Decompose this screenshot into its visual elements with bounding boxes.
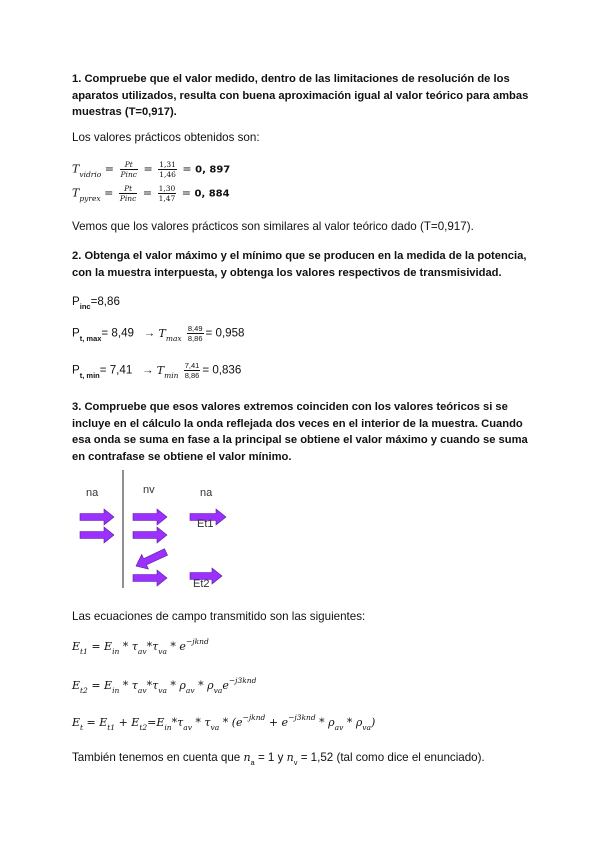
- inner-arrow-top: [133, 509, 167, 525]
- label-na-right: na: [200, 487, 213, 499]
- reflected-arrow: [136, 549, 168, 569]
- label-nv: nv: [143, 484, 155, 496]
- incident-arrow-bottom: [80, 527, 114, 543]
- label-et2: Et2: [193, 578, 210, 590]
- inner-arrow-bottom: [133, 570, 167, 586]
- eq-pmin: $P_{t, min}= 7,41$ → $T_{min}$ $\frac{7,41}{8,86}$ = 0,836: [72, 361, 242, 380]
- q3-heading: 3. Compruebe que esos valores extremos coinciden con los valores teóricos si se incluye en el cálculo la onda reflejada dos veces en el interior de la muestra. Cuando esa onda se suma en fase a la principal se obtiene el valor máximo y cuando se suma en contrafase se obtiene el valor mínimo.: [72, 401, 528, 463]
- q2-heading: 2. Obtenga el valor máximo y el mínimo que se producen en la medida de la potencia, con la muestra interpuesta, y obtenga los valores respectivos de transmisividad.: [72, 250, 527, 279]
- q1-intro: Los valores prácticos obtenidos son:: [72, 131, 260, 144]
- q3-final: También tenemos en cuenta que $n_a = 1$ y $n_v = 1,52$ (tal como dice el enunciado).: [72, 751, 485, 767]
- eq-et2: $E_{t2} = E_{in} * \tau_{av}*\tau_{va} * \rho_{av} * \rho_{va}e^{-j3knd}$: [72, 676, 257, 695]
- eq-t-vidrio: $T_{vidrio}$ = $\frac{Pt}{\text{Pinc}}$ = $\frac{1,31}{1,46}$ = 0, 897: [72, 160, 231, 179]
- eq-et1: $E_{t1} = E_{in} * \tau_{av}*\tau_{va} * e^{-jknd}$: [72, 637, 209, 656]
- label-na-left: na: [86, 487, 99, 499]
- eq-pmax: $P_{t, max}= 8,49$ → $T_{max}$ $\frac{8,49}{8,86}$ = 0,958: [72, 324, 245, 343]
- q1-heading: 1. Compruebe que el valor medido, dentro de las limitaciones de resolución de los aparatos utilizados, resulta con buena aproximación igual al valor teórico para ambas muestras (T=0,917).: [72, 73, 529, 118]
- q3-eq-intro: Las ecuaciones de campo transmitido son las siguientes:: [72, 610, 366, 623]
- inner-arrow-middle: [133, 527, 167, 543]
- eq-pinc: $P_{inc}=8,86$: [72, 295, 120, 311]
- q1-conclusion: Vemos que los valores prácticos son similares al valor teórico dado (T=0,917).: [72, 220, 474, 233]
- eq-et-total: $E_t = E_{t1} + E_{t2}=E_{in}*\tau_{av} * \tau_{va} * (e^{-jknd} + e^{-j3knd} * \rho_{av} * \rho_{va})$: [72, 713, 376, 732]
- label-et1: Et1: [197, 518, 214, 530]
- eq-t-pyrex: $T_{pyrex}$ = $\frac{Pt}{\text{Pinc}}$ = $\frac{1,30}{1,47}$ = 0, 884: [72, 184, 230, 203]
- incident-arrow-top: [80, 509, 114, 525]
